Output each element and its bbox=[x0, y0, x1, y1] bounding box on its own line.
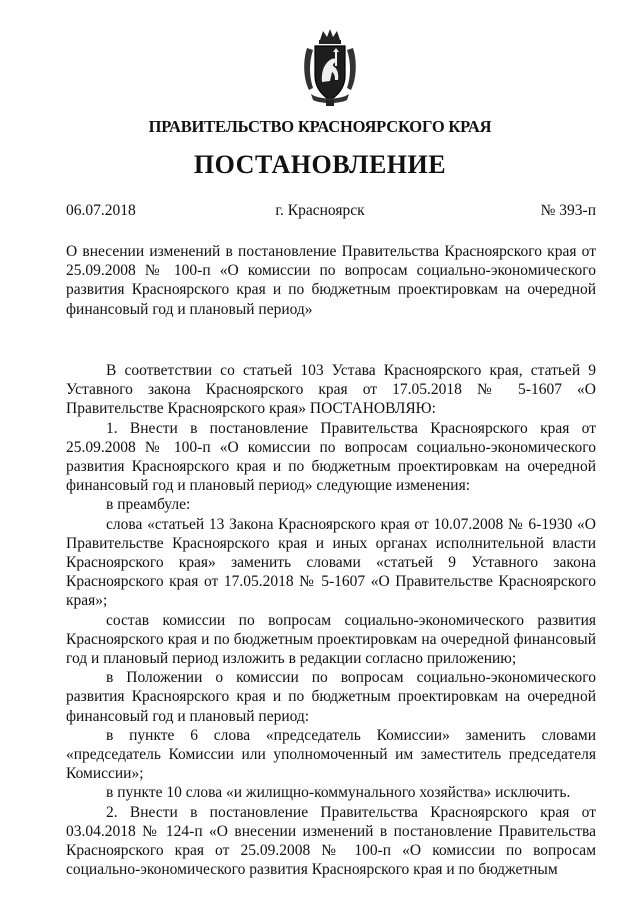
government-name: ПРАВИТЕЛЬСТВО КРАСНОЯРСКОГО КРАЯ bbox=[148, 117, 492, 136]
body-paragraph: в преамбуле: bbox=[106, 496, 191, 514]
body-paragraph: 1. Внести в постановление Правительства Красноярского края от 25.09.2008 № 100-п «О комиссии по вопросам социально-экономического развития Красноярского края и по бюджетным проектировкам на очередной финансовый год и плановый период» следующие изменения: bbox=[66, 419, 596, 495]
body-paragraph: в пункте 10 слова «и жилищно-коммунального хозяйства» исключить. bbox=[106, 784, 571, 802]
document-subject-title: О внесении изменений в постановление Правительства Красноярского края от 25.09.2008 № 100-п «О комиссии по вопросам социально-экономического развития Красноярского края и по бюджетным проектировкам на очередной финансовый год и плановый период» bbox=[66, 243, 596, 318]
body-paragraph: состав комиссии по вопросам социально-экономического развития Красноярского края и по бюджетным проектировкам на очередной финансовый год и плановый период изложить в редакции согласно приложению; bbox=[66, 611, 596, 668]
body-paragraph: 2. Внести в постановление Правительства Красноярского края от 03.04.2018 № 124-п «О внесении изменений в постановление Правительства Красноярского края от 25.09.2008 № 100-п «О комиссии по вопросам социально-экономического развития Красноярского края и по бюджетным bbox=[66, 803, 596, 879]
document-body bbox=[66, 361, 596, 879]
coat-of-arms-icon bbox=[299, 26, 361, 108]
document-date: 06.07.2018 bbox=[66, 202, 136, 219]
coat-of-arms-graphic bbox=[299, 26, 361, 108]
body-paragraph: слова «статьей 13 Закона Красноярского края от 10.07.2008 № 6-1930 «О Правительстве Красноярского края и иных органах исполнительной власти Красноярского края» заменить словами «статьей 9 Уставного закона Красноярского края от 17.05.2018 № 5-1607 «О Правительстве Красноярского края»; bbox=[66, 515, 596, 610]
document-city: г. Красноярск bbox=[275, 202, 365, 219]
document-type-title: ПОСТАНОВЛЕНИЕ bbox=[193, 150, 447, 179]
body-paragraph: в пункте 6 слова «председатель Комиссии» заменить словами «председатель Комиссии или уполномоченный им заместитель председателя Комиссии»; bbox=[66, 726, 596, 783]
body-paragraph: В соответствии со статьей 103 Устава Красноярского края, статьей 9 Уставного закона Красноярского края от 17.05.2018 № 5-1607 «О Правительстве Красноярского края» ПОСТАНОВЛЯЮ: bbox=[66, 362, 596, 418]
document-number: № 393-п bbox=[540, 202, 596, 219]
body-paragraph: в Положении о комиссии по вопросам социально-экономического развития Красноярского края и по бюджетным проектировкам на очередной финансовый год и плановый период: bbox=[66, 669, 596, 725]
